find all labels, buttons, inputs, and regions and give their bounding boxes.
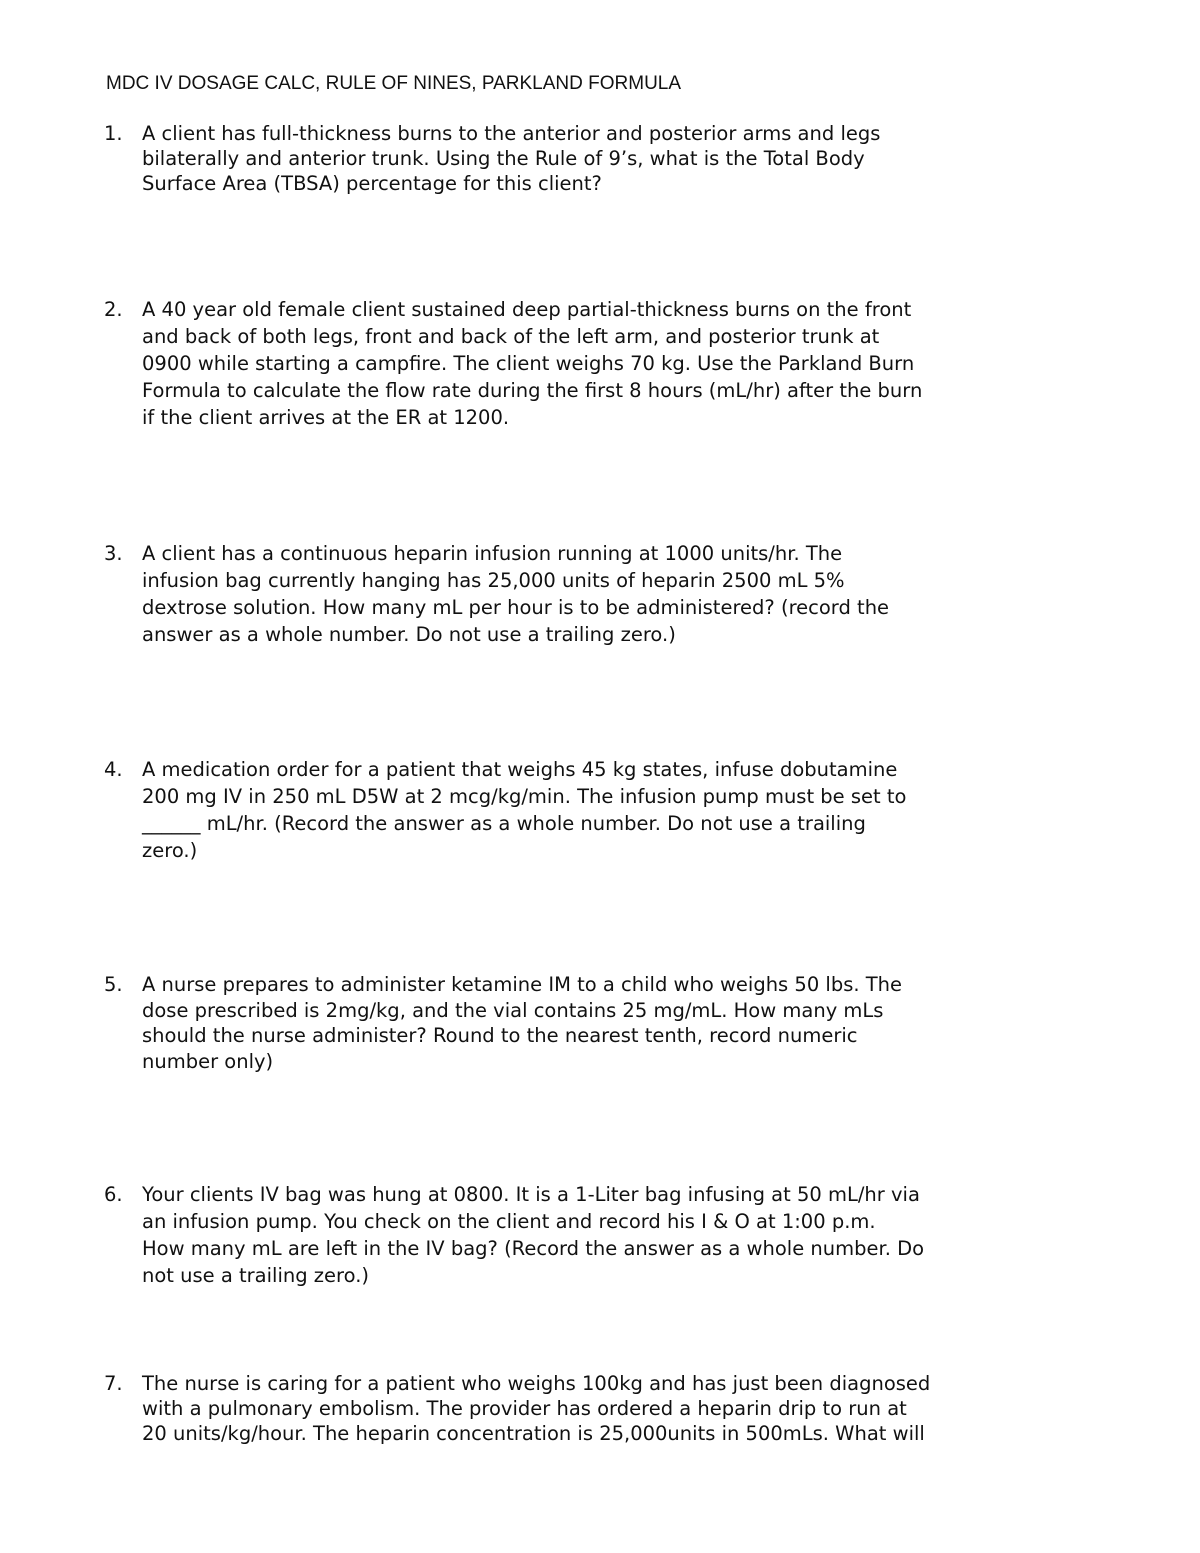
question-5 <box>104 972 902 1074</box>
question-3 <box>104 540 889 648</box>
question-text-line: 200 mg IV in 250 mL D5W at 2 mcg/kg/min. The infusion pump must be set to <box>142 785 907 808</box>
question-number: 7. <box>104 1372 123 1395</box>
question-number: 3. <box>104 542 123 565</box>
question-text-line: A client has a continuous heparin infusion running at 1000 units/hr. The <box>142 542 843 565</box>
question-text-line: should the nurse administer? Round to the nearest tenth, record numeric <box>142 1024 858 1047</box>
question-text-line: if the client arrives at the ER at 1200. <box>142 406 510 429</box>
question-4 <box>104 756 906 864</box>
question-7 <box>104 1371 930 1446</box>
question-1 <box>104 121 880 196</box>
question-text-line: A medication order for a patient that weighs 45 kg states, infuse dobutamine <box>142 758 898 781</box>
question-text-line: answer as a whole number. Do not use a trailing zero.) <box>142 623 676 646</box>
question-text-line: Surface Area (TBSA) percentage for this client? <box>142 172 602 195</box>
question-text-line: number only) <box>142 1049 274 1073</box>
question-text-line: How many mL are left in the IV bag? (Record the answer as a whole number. Do <box>142 1237 925 1260</box>
question-number: 5. <box>104 973 123 996</box>
question-number: 2. <box>104 298 123 321</box>
question-text-line: Formula to calculate the flow rate during the first 8 hours (mL/hr) after the burn <box>142 379 923 402</box>
document-title: MDC IV DOSAGE CALC, RULE OF NINES, PARKLAND FORMULA <box>106 73 682 94</box>
question-number: 1. <box>104 122 123 145</box>
question-number: 6. <box>104 1183 123 1206</box>
question-2 <box>104 296 922 431</box>
question-text-line: with a pulmonary embolism. The provider has ordered a heparin drip to run at <box>142 1397 907 1420</box>
question-number: 4. <box>104 758 123 781</box>
question-text-line: bilaterally and anterior trunk. Using the Rule of 9’s, what is the Total Body <box>142 147 865 170</box>
question-text-line: A 40 year old female client sustained deep partial-thickness burns on the front <box>142 298 912 321</box>
question-text-line: 0900 while starting a campfire. The client weighs 70 kg. Use the Parkland Burn <box>142 352 915 375</box>
question-6 <box>104 1181 924 1289</box>
question-text-line: not use a trailing zero.) <box>142 1264 370 1287</box>
question-text-line: an infusion pump. You check on the client and record his I & O at 1:00 p.m. <box>142 1210 876 1233</box>
question-text-line: 20 units/kg/hour. The heparin concentration is 25,000units in 500mLs. What will <box>142 1422 925 1445</box>
question-text-line: ______ mL/hr. (Record the answer as a whole number. Do not use a trailing <box>142 812 866 835</box>
question-text-line: The nurse is caring for a patient who weighs 100kg and has just been diagnosed <box>142 1372 931 1395</box>
question-text-line: infusion bag currently hanging has 25,000 units of heparin 2500 mL 5% <box>142 569 845 592</box>
question-text-line: dextrose solution. How many mL per hour is to be administered? (record the <box>142 596 890 619</box>
question-text-line: A client has full-thickness burns to the anterior and posterior arms and legs <box>142 122 881 145</box>
question-text-line: A nurse prepares to administer ketamine IM to a child who weighs 50 lbs. The <box>142 973 903 996</box>
question-text-line: Your clients IV bag was hung at 0800. It is a 1-Liter bag infusing at 50 mL/hr via <box>142 1183 920 1206</box>
question-text-line: dose prescribed is 2mg/kg, and the vial contains 25 mg/mL. How many mLs <box>142 998 884 1022</box>
question-text-line: zero.) <box>142 839 198 862</box>
question-text-line: and back of both legs, front and back of the left arm, and posterior trunk at <box>142 325 880 348</box>
